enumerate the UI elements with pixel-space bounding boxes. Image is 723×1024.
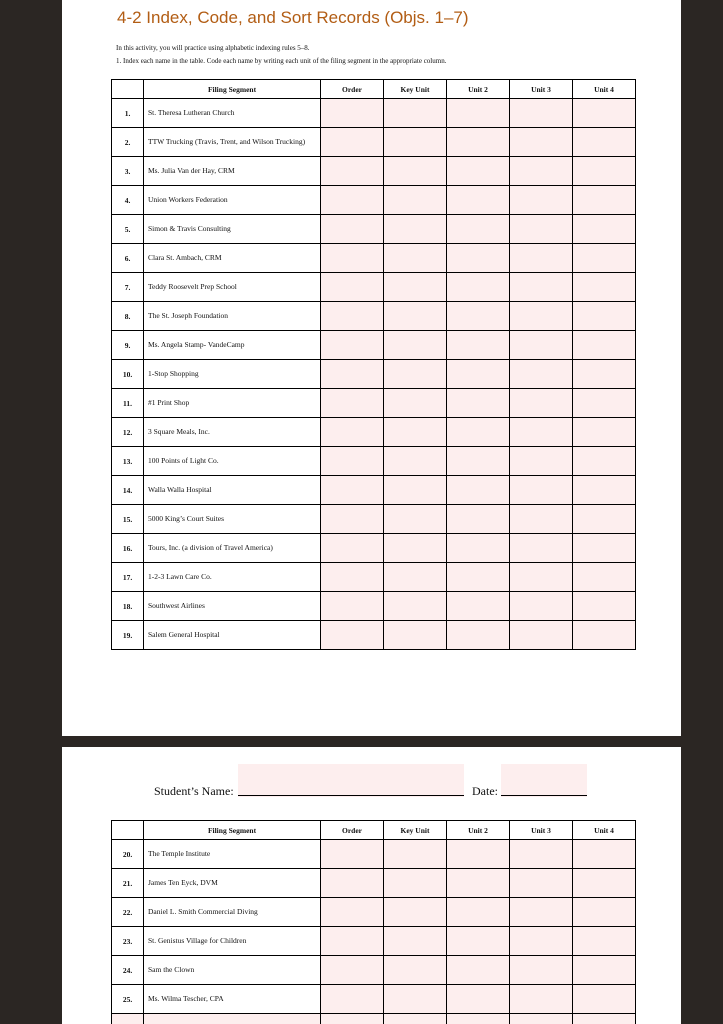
filing-segment-cell: 1-Stop Shopping [144,360,321,389]
key-unit-input[interactable] [384,157,447,186]
row-number: 23. [112,927,144,956]
unit-4-input[interactable] [573,215,636,244]
unit-3-input[interactable] [510,360,573,389]
table-row [112,869,636,898]
unit-4-input[interactable] [573,157,636,186]
unit-3-input[interactable] [510,244,573,273]
key-unit-input[interactable] [384,563,447,592]
row-number: 11. [112,389,144,418]
unit-2-input[interactable] [447,302,510,331]
filing-segment-cell: 3 Square Meals, Inc. [144,418,321,447]
unit-3-input[interactable] [510,476,573,505]
unit-4-input[interactable] [573,592,636,621]
filing-segment-cell [144,1014,321,1024]
row-number: 9. [112,331,144,360]
filing-segment-cell: Ms. Julia Van der Hay, CRM [144,157,321,186]
unit-2-input[interactable] [447,592,510,621]
student-name-label: Student’s Name: [154,784,234,798]
header-order: Order [321,821,384,840]
unit-3-input[interactable] [510,985,573,1014]
unit-3-input[interactable] [510,418,573,447]
key-unit-input[interactable] [384,869,447,898]
row-number: 10. [112,360,144,389]
row-number: 25. [112,985,144,1014]
table-row [112,956,636,985]
key-unit-input[interactable] [384,447,447,476]
date-underline [501,795,587,796]
unit-3-input[interactable] [510,389,573,418]
row-number: 24. [112,956,144,985]
row-number: 15. [112,505,144,534]
unit-4-input[interactable] [573,898,636,927]
instruction-line-2: 1. Index each name in the table. Code each name by writing each unit of the filing segment in the appropriate column. [116,57,447,65]
table-header-row [112,80,636,99]
table-row [112,360,636,389]
unit-4-input[interactable] [573,563,636,592]
table-row [112,99,636,128]
unit-3-input[interactable] [510,869,573,898]
unit-4-input[interactable] [573,869,636,898]
table-row [112,505,636,534]
unit-4-input[interactable] [573,186,636,215]
table-row [112,389,636,418]
row-number: 13. [112,447,144,476]
order-input[interactable] [321,927,384,956]
filing-segment-cell: Ms. Wilma Tescher, CPA [144,985,321,1014]
unit-3-input[interactable] [510,592,573,621]
unit-3-input[interactable] [510,302,573,331]
unit-3-input[interactable] [510,215,573,244]
row-number: 21. [112,869,144,898]
row-number: 12. [112,418,144,447]
filing-segment-cell: #1 Print Shop [144,389,321,418]
table-row [112,1014,636,1024]
key-unit-input[interactable] [384,505,447,534]
table-row [112,244,636,273]
table-row [112,215,636,244]
filing-segment-cell: St. Genistus Village for Children [144,927,321,956]
unit-4-input[interactable] [573,331,636,360]
unit-2-input[interactable] [447,128,510,157]
unit-4-input[interactable] [573,99,636,128]
row-number: 22. [112,898,144,927]
key-unit-input[interactable] [384,418,447,447]
order-input[interactable] [321,244,384,273]
key-unit-input[interactable] [384,331,447,360]
unit-4-input[interactable] [573,1014,636,1024]
table-row [112,273,636,302]
indexing-table-1 [111,79,636,650]
table-row [112,592,636,621]
filing-segment-cell: James Ten Eyck, DVM [144,869,321,898]
key-unit-input[interactable] [384,99,447,128]
unit-2-input[interactable] [447,331,510,360]
student-name-input[interactable] [238,764,464,797]
instruction-line-1: In this activity, you will practice using alphabetic indexing rules 5–8. [116,44,310,52]
unit-4-input[interactable] [573,360,636,389]
row-number: 4. [112,186,144,215]
header-key-unit: Key Unit [384,80,447,99]
filing-segment-cell: Union Workers Federation [144,186,321,215]
order-input[interactable] [321,621,384,650]
unit-4-input[interactable] [573,534,636,563]
unit-4-input[interactable] [573,505,636,534]
unit-4-input[interactable] [573,447,636,476]
page-title: 4-2 Index, Code, and Sort Records (Objs. 1–7) [117,8,469,27]
order-input[interactable] [321,99,384,128]
indexing-table-2 [111,820,636,1024]
key-unit-input[interactable] [384,244,447,273]
unit-2-input[interactable] [447,985,510,1014]
filing-segment-cell: The Temple Institute [144,840,321,869]
order-input[interactable] [321,157,384,186]
unit-3-input[interactable] [510,505,573,534]
table-row [112,302,636,331]
key-unit-input[interactable] [384,592,447,621]
filing-segment-cell: The St. Joseph Foundation [144,302,321,331]
header-unit-4: Unit 4 [573,80,636,99]
order-input[interactable] [321,985,384,1014]
unit-4-input[interactable] [573,389,636,418]
key-unit-input[interactable] [384,840,447,869]
unit-4-input[interactable] [573,244,636,273]
key-unit-input[interactable] [384,186,447,215]
unit-2-input[interactable] [447,273,510,302]
unit-2-input[interactable] [447,505,510,534]
table-header-row [112,821,636,840]
filing-segment-cell: 5000 King’s Court Suites [144,505,321,534]
filing-segment-cell: 1-2-3 Lawn Care Co. [144,563,321,592]
unit-2-input[interactable] [447,215,510,244]
order-input[interactable] [321,476,384,505]
order-input[interactable] [321,302,384,331]
key-unit-input[interactable] [384,985,447,1014]
unit-3-input[interactable] [510,99,573,128]
unit-4-input[interactable] [573,418,636,447]
header-key-unit: Key Unit [384,821,447,840]
key-unit-input[interactable] [384,215,447,244]
table-row [112,563,636,592]
header-unit-3: Unit 3 [510,80,573,99]
row-number: 3. [112,157,144,186]
table-row [112,186,636,215]
unit-3-input[interactable] [510,898,573,927]
unit-4-input[interactable] [573,476,636,505]
key-unit-input[interactable] [384,273,447,302]
unit-4-input[interactable] [573,840,636,869]
row-number [112,1014,144,1024]
key-unit-input[interactable] [384,128,447,157]
unit-2-input[interactable] [447,186,510,215]
table-row [112,927,636,956]
header-unit-2: Unit 2 [447,80,510,99]
row-number: 6. [112,244,144,273]
unit-3-input[interactable] [510,186,573,215]
date-label: Date: [472,784,498,798]
unit-4-input[interactable] [573,985,636,1014]
order-input[interactable] [321,956,384,985]
header-order: Order [321,80,384,99]
filing-segment-cell: Daniel L. Smith Commercial Diving [144,898,321,927]
key-unit-input[interactable] [384,302,447,331]
order-input[interactable] [321,534,384,563]
header-unit-2: Unit 2 [447,821,510,840]
order-input[interactable] [321,869,384,898]
filing-segment-cell: 100 Points of Light Co. [144,447,321,476]
unit-3-input[interactable] [510,273,573,302]
filing-segment-cell: Sam the Clown [144,956,321,985]
order-input[interactable] [321,840,384,869]
unit-3-input[interactable] [510,447,573,476]
unit-2-input[interactable] [447,563,510,592]
unit-2-input[interactable] [447,927,510,956]
order-input[interactable] [321,360,384,389]
unit-2-input[interactable] [447,244,510,273]
key-unit-input[interactable] [384,389,447,418]
key-unit-input[interactable] [384,927,447,956]
table-row [112,418,636,447]
unit-2-input[interactable] [447,389,510,418]
unit-3-input[interactable] [510,927,573,956]
row-number: 7. [112,273,144,302]
unit-3-input[interactable] [510,840,573,869]
order-input[interactable] [321,128,384,157]
order-input[interactable] [321,389,384,418]
table-row [112,447,636,476]
unit-2-input[interactable] [447,621,510,650]
unit-2-input[interactable] [447,869,510,898]
order-input[interactable] [321,563,384,592]
filing-segment-cell: TTW Trucking (Travis, Trent, and Wilson Trucking) [144,128,321,157]
worksheet-page-1 [62,0,681,736]
key-unit-input[interactable] [384,1014,447,1024]
row-number: 14. [112,476,144,505]
header-unit-3: Unit 3 [510,821,573,840]
unit-4-input[interactable] [573,302,636,331]
filing-segment-cell: Southwest Airlines [144,592,321,621]
unit-2-input[interactable] [447,447,510,476]
key-unit-input[interactable] [384,476,447,505]
unit-2-input[interactable] [447,534,510,563]
name-underline [238,795,464,796]
table-row [112,128,636,157]
filing-segment-cell: Clara St. Ambach, CRM [144,244,321,273]
row-number: 1. [112,99,144,128]
unit-4-input[interactable] [573,956,636,985]
filing-segment-cell: Ms. Angela Stamp- VandeCamp [144,331,321,360]
filing-segment-cell: Walla Walla Hospital [144,476,321,505]
row-number: 19. [112,621,144,650]
header-number [112,80,144,99]
row-number: 20. [112,840,144,869]
order-input[interactable] [321,505,384,534]
unit-2-input[interactable] [447,157,510,186]
table-row [112,898,636,927]
filing-segment-cell: Simon & Travis Consulting [144,215,321,244]
unit-2-input[interactable] [447,956,510,985]
unit-4-input[interactable] [573,621,636,650]
key-unit-input[interactable] [384,360,447,389]
row-number: 5. [112,215,144,244]
unit-3-input[interactable] [510,621,573,650]
order-input[interactable] [321,215,384,244]
header-filing-segment: Filing Segment [144,80,321,99]
unit-2-input[interactable] [447,476,510,505]
key-unit-input[interactable] [384,534,447,563]
unit-4-input[interactable] [573,273,636,302]
order-input[interactable] [321,331,384,360]
row-number: 18. [112,592,144,621]
unit-3-input[interactable] [510,157,573,186]
order-input[interactable] [321,898,384,927]
table-row [112,840,636,869]
unit-3-input[interactable] [510,563,573,592]
order-input[interactable] [321,186,384,215]
filing-segment-cell: St. Theresa Lutheran Church [144,99,321,128]
table-row [112,534,636,563]
order-input[interactable] [321,418,384,447]
row-number: 17. [112,563,144,592]
row-number: 8. [112,302,144,331]
unit-4-input[interactable] [573,927,636,956]
unit-3-input[interactable] [510,331,573,360]
unit-2-input[interactable] [447,840,510,869]
unit-3-input[interactable] [510,128,573,157]
unit-2-input[interactable] [447,898,510,927]
order-input[interactable] [321,592,384,621]
table-row [112,621,636,650]
key-unit-input[interactable] [384,956,447,985]
order-input[interactable] [321,273,384,302]
unit-3-input[interactable] [510,956,573,985]
filing-segment-cell: Teddy Roosevelt Prep School [144,273,321,302]
header-unit-4: Unit 4 [573,821,636,840]
unit-4-input[interactable] [573,128,636,157]
unit-3-input[interactable] [510,534,573,563]
unit-3-input[interactable] [510,1014,573,1024]
row-number: 16. [112,534,144,563]
unit-2-input[interactable] [447,418,510,447]
header-filing-segment: Filing Segment [144,821,321,840]
header-number [112,821,144,840]
unit-2-input[interactable] [447,1014,510,1024]
key-unit-input[interactable] [384,898,447,927]
filing-segment-cell: Tours, Inc. (a division of Travel America) [144,534,321,563]
key-unit-input[interactable] [384,621,447,650]
unit-2-input[interactable] [447,360,510,389]
table-row [112,331,636,360]
table-row [112,985,636,1014]
unit-2-input[interactable] [447,99,510,128]
table-row [112,157,636,186]
date-input[interactable] [501,764,587,797]
worksheet-page-2 [62,747,681,1024]
order-input[interactable] [321,1014,384,1024]
filing-segment-cell: Salem General Hospital [144,621,321,650]
order-input[interactable] [321,447,384,476]
table-row [112,476,636,505]
row-number: 2. [112,128,144,157]
